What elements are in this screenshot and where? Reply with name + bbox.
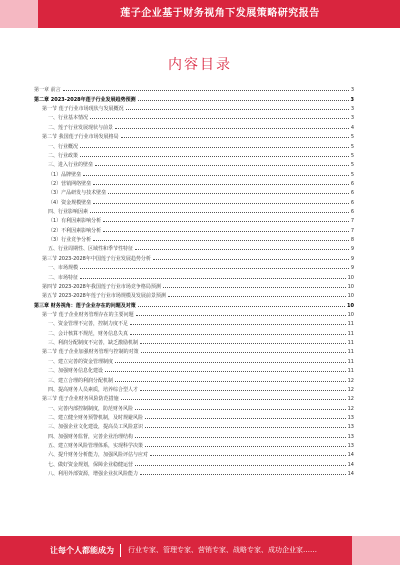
toc-leader-dots: [90, 211, 349, 213]
toc-entry-page: 7: [350, 218, 354, 225]
toc-entry-page: 12: [347, 405, 354, 412]
toc-leader-dots: [80, 267, 349, 269]
toc-leader-dots: [136, 314, 346, 316]
toc-leader-dots: [103, 220, 349, 222]
toc-entry-label: 三、利润分配制度不完善，缺乏激励机制: [48, 340, 139, 347]
table-of-contents: [34, 84, 354, 477]
toc-entry[interactable]: [34, 196, 354, 205]
toc-entry-label: 八、利用外部资源，增强企业抗风险能力: [48, 471, 139, 478]
toc-entry-label: 五、建立财务风险管理体系，实现科学决策: [48, 443, 144, 450]
toc-entry-label: 第一节 莲子行业市场现状与发展概况: [42, 106, 124, 113]
toc-leader-dots: [80, 146, 349, 148]
toc-leader-dots: [163, 286, 346, 288]
toc-leader-dots: [140, 389, 346, 391]
toc-entry[interactable]: [34, 150, 354, 159]
toc-entry-label: 二、加强财务信息化建设: [48, 368, 104, 375]
header-bar: [0, 0, 400, 28]
toc-entry-page: 14: [347, 471, 354, 478]
toc-entry[interactable]: [34, 215, 354, 224]
toc-leader-dots: [126, 108, 349, 110]
toc-leader-dots: [135, 408, 346, 410]
toc-entry-page: 13: [347, 443, 354, 450]
toc-entry[interactable]: [34, 384, 354, 393]
toc-entry-label: 第二章 2023-2028年莲子行业发展趋势预测: [34, 96, 136, 103]
toc-entry[interactable]: [34, 440, 354, 449]
toc-entry-label: 二、市场特征: [48, 274, 79, 281]
toc-leader-dots: [93, 202, 349, 204]
toc-entry-page: 13: [347, 424, 354, 431]
toc-entry[interactable]: [34, 309, 354, 318]
toc-entry[interactable]: [34, 449, 354, 458]
toc-entry-label: 二、会计核算不规范，财务信息失真: [48, 330, 129, 337]
toc-entry-page: 14: [347, 461, 354, 468]
toc-leader-dots: [115, 380, 346, 382]
toc-entry-page: 5: [350, 162, 354, 169]
toc-entry-page: 6: [350, 180, 354, 187]
footer-accent: [352, 536, 400, 565]
toc-entry[interactable]: [34, 402, 354, 411]
toc-entry-page: 3: [350, 96, 354, 103]
toc-entry-label: 第一节 莲子企业财务管理存在的主要问题: [42, 311, 134, 318]
toc-entry[interactable]: [34, 365, 354, 374]
toc-entry-page: 11: [347, 368, 354, 375]
toc-entry-label: 五、行业周期性、区域性和季节性特征: [48, 246, 134, 253]
toc-leader-dots: [80, 277, 346, 279]
toc-entry-label: 一、市场规模: [48, 265, 79, 272]
toc-entry[interactable]: [34, 318, 354, 327]
toc-entry-page: 5: [350, 152, 354, 159]
toc-leader-dots: [138, 305, 345, 307]
toc-entry-page: 12: [347, 396, 354, 403]
toc-entry-label: 四、行业影响因素: [48, 209, 89, 216]
toc-entry-label: 三、加强企业文化建设，提高员工风险意识: [48, 424, 144, 431]
toc-entry[interactable]: [34, 458, 354, 467]
toc-entry-page: 11: [347, 349, 354, 356]
toc-entry-label: 二、建立健全财务预警机制，及时规避风险: [48, 414, 144, 421]
toc-entry-label: 三、进入行业的壁垒: [48, 162, 94, 169]
toc-entry-label: 第三节 2023-2028年中国莲子行业发展趋势分析: [42, 255, 151, 262]
toc-entry-page: 11: [347, 340, 354, 347]
toc-entry[interactable]: [34, 234, 354, 243]
toc-entry-label: 七、做好资金规划，保障企业稳健运营: [48, 461, 134, 468]
toc-entry-label: 第五节 2023-2028年莲子行业市场规模及发展前景预测: [42, 293, 166, 300]
toc-leader-dots: [93, 239, 349, 241]
toc-entry[interactable]: [34, 159, 354, 168]
toc-entry[interactable]: [34, 121, 354, 130]
toc-leader-dots: [138, 99, 349, 101]
toc-entry[interactable]: [34, 112, 354, 121]
toc-entry-label: 第二节 莲子企业加强财务管理与控制的对策: [42, 349, 139, 356]
toc-entry-label: （4）资金规模壁垒: [48, 199, 92, 206]
toc-entry[interactable]: [34, 252, 354, 261]
toc-leader-dots: [103, 230, 349, 232]
toc-entry[interactable]: [34, 299, 354, 308]
toc-entry-label: 一、完善内部控制制度，防范财务风险: [48, 405, 134, 412]
toc-entry-label: 第二节 我国莲子行业市场发展格局: [42, 134, 119, 141]
toc-entry[interactable]: [34, 168, 354, 177]
report-title: 莲子企业基于财务视角下发展策略研究报告: [120, 8, 320, 19]
toc-entry[interactable]: [34, 187, 354, 196]
toc-leader-dots: [115, 127, 349, 129]
toc-entry[interactable]: [34, 103, 354, 112]
toc-leader-dots: [108, 192, 349, 194]
toc-entry-label: 第四节 2023-2028年我国莲子行业市场竞争格局预测: [42, 283, 161, 290]
toc-entry-page: 3: [350, 106, 354, 113]
toc-leader-dots: [135, 436, 346, 438]
toc-entry[interactable]: [34, 290, 354, 299]
toc-entry-page: 8: [350, 237, 354, 244]
toc-leader-dots: [95, 164, 349, 166]
toc-entry-label: （1）有利因素影响分析: [48, 218, 102, 225]
toc-entry-page: 14: [347, 452, 354, 459]
toc-leader-dots: [63, 89, 349, 91]
toc-entry-page: 13: [347, 414, 354, 421]
toc-entry-label: （2）不利因素影响分析: [48, 227, 102, 234]
toc-leader-dots: [130, 323, 346, 325]
toc-entry-page: 6: [350, 209, 354, 216]
toc-entry-page: 12: [347, 386, 354, 393]
toc-entry[interactable]: [34, 374, 354, 383]
toc-entry-page: 10: [347, 311, 354, 318]
toc-entry[interactable]: [34, 346, 354, 355]
toc-entry-label: 第三章 财务视角：莲子企业存在的问题及对策: [34, 302, 136, 309]
toc-entry-page: 10: [347, 274, 354, 281]
toc-entry-label: 四、提高财务人员素质，培养综合型人才: [48, 386, 139, 393]
toc-leader-dots: [115, 361, 346, 363]
toc-entry-page: 5: [350, 171, 354, 178]
toc-entry-page: 11: [347, 358, 354, 365]
toc-entry[interactable]: [34, 262, 354, 271]
toc-heading: 内容目录: [168, 57, 232, 73]
toc-leader-dots: [121, 398, 346, 400]
toc-leader-dots: [80, 155, 349, 157]
toc-leader-dots: [135, 248, 349, 250]
toc-entry[interactable]: [34, 337, 354, 346]
toc-entry-label: 一、建立完善的资金管理制度: [48, 358, 114, 365]
toc-entry-label: （2）营销网络壁垒: [48, 180, 92, 187]
toc-entry-label: 二、行业政策: [48, 152, 79, 159]
toc-leader-dots: [90, 117, 349, 119]
toc-entry-page: 7: [350, 227, 354, 234]
toc-entry-page: 9: [350, 246, 354, 253]
toc-entry-label: 二、莲子行业发展现状与前景: [48, 124, 114, 131]
toc-entry[interactable]: [34, 93, 354, 102]
toc-leader-dots: [140, 473, 346, 475]
toc-leader-dots: [93, 183, 349, 185]
toc-entry-page: 5: [350, 143, 354, 150]
toc-entry-label: （3）产品研发与技术壁垒: [48, 190, 107, 197]
toc-leader-dots: [141, 351, 346, 353]
toc-leader-dots: [168, 295, 346, 297]
toc-entry-page: 6: [350, 199, 354, 206]
toc-leader-dots: [145, 417, 346, 419]
toc-entry-page: 9: [350, 255, 354, 262]
toc-entry[interactable]: [34, 140, 354, 149]
toc-entry-page: 10: [347, 302, 354, 309]
toc-leader-dots: [145, 426, 346, 428]
toc-entry[interactable]: [34, 421, 354, 430]
toc-entry-label: 一、行业概况: [48, 143, 79, 150]
toc-entry[interactable]: [34, 206, 354, 215]
toc-entry[interactable]: [34, 84, 354, 93]
toc-entry[interactable]: [34, 355, 354, 364]
toc-entry[interactable]: [34, 412, 354, 421]
toc-entry-page: 10: [347, 293, 354, 300]
toc-entry-label: 六、提升财务分析能力，加强风险评估与应对: [48, 452, 149, 459]
toc-entry-page: 11: [347, 330, 354, 337]
toc-entry[interactable]: [34, 178, 354, 187]
toc-entry[interactable]: [34, 281, 354, 290]
toc-leader-dots: [130, 333, 346, 335]
toc-entry-label: 一、行业基本情况: [48, 115, 89, 122]
toc-entry[interactable]: [34, 271, 354, 280]
toc-entry-label: 三、建立合理的利润分配机制: [48, 377, 114, 384]
toc-entry-page: 3: [350, 115, 354, 122]
toc-entry-page: 10: [347, 283, 354, 290]
toc-entry[interactable]: [34, 393, 354, 402]
toc-entry-page: 9: [350, 265, 354, 272]
toc-leader-dots: [145, 445, 346, 447]
toc-entry[interactable]: [34, 131, 354, 140]
toc-leader-dots: [150, 454, 346, 456]
toc-leader-dots: [105, 370, 346, 372]
toc-entry-label: 第三节 莲子企业财务风险防范措施: [42, 396, 119, 403]
toc-entry-label: 一、资金管理不完善，控制力度不足: [48, 321, 129, 328]
toc-entry-page: 13: [347, 433, 354, 440]
toc-entry-label: （1）品牌壁垒: [48, 171, 82, 178]
toc-entry-page: 3: [350, 87, 354, 94]
footer-divider: [120, 544, 121, 557]
toc-entry-label: （3）行业竞争分析: [48, 237, 92, 244]
toc-leader-dots: [153, 258, 349, 260]
toc-entry[interactable]: [34, 224, 354, 233]
toc-entry-page: 5: [350, 134, 354, 141]
toc-entry-label: 第一章 前言: [34, 87, 61, 94]
toc-entry[interactable]: [34, 327, 354, 336]
toc-entry-page: 6: [350, 190, 354, 197]
toc-leader-dots: [121, 136, 349, 138]
toc-leader-dots: [140, 342, 346, 344]
footer-bar: [0, 536, 400, 565]
header-accent: [0, 0, 38, 28]
toc-entry[interactable]: [34, 430, 354, 439]
toc-entry-page: 12: [347, 377, 354, 384]
toc-leader-dots: [83, 174, 349, 176]
toc-entry[interactable]: [34, 243, 354, 252]
toc-entry-page: 11: [347, 321, 354, 328]
footer-slogan-right: 行业专家、管理专家、营销专家、战略专家、成功企业家……: [128, 546, 317, 554]
toc-entry-label: 四、加强财务监督，完善企业治理结构: [48, 433, 134, 440]
toc-entry-page: 4: [350, 124, 354, 131]
toc-leader-dots: [135, 464, 346, 466]
footer-slogan-left: 让每个人都能成为: [50, 546, 114, 555]
toc-entry[interactable]: [34, 468, 354, 477]
